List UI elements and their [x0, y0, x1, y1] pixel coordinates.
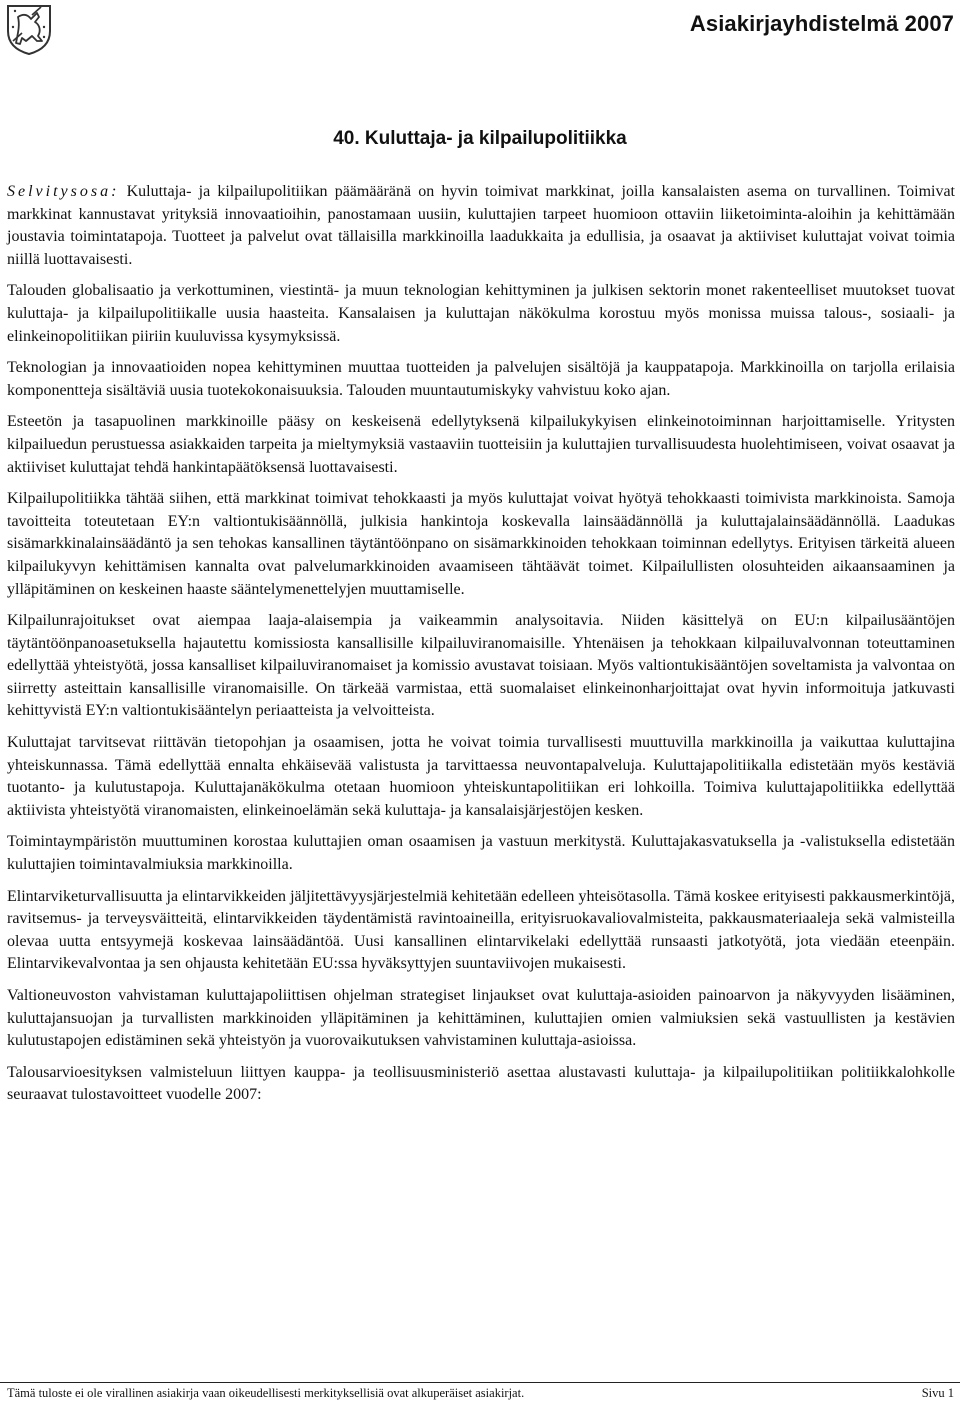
- document-title: Asiakirjayhdistelmä 2007: [689, 11, 954, 36]
- section-heading: 40. Kuluttaja- ja kilpailupolitiikka: [333, 128, 627, 149]
- section-label: Selvitysosa:: [7, 183, 120, 200]
- paragraph: Esteetön ja tasapuolinen markkinoille pääsy on keskeisenä edellytyksenä kilpailukykyisen elinkeinotoiminnan harjoittamiselle. Yritysten kilpailuedun perustuessa asiakkaiden tarpeita ja mieltymyksiä vastaaviin tuotteisiin ja kuluttajien turvallisuudesta huolehtimiseen, voivat osaavat ja aktiiviset kuluttajat tehdä hankintapäätöksensä luottavaisesti.: [7, 413, 955, 476]
- paragraph: Kilpailupolitiikka tähtää siihen, että markkinat toimivat tehokkaasti ja myös kuluttajat voivat hyötyä tehokkaasti toimivista markkinoista. Samoja tavoitteita toteutetaan EY:n valtiontukisäännöllä, julkisia hankintoja koskevalla lainsäädännöllä ja kuluttajalainsäädännöllä. Laadukas sisämarkkinalainsäädäntö ja sen tehokas kansallinen täytäntöönpano on sisämarkkinoiden tehokkaan toiminnan edellytys. Erityisen tärkeitä alueen kilpailukyvyn kehittämisen kannalta ovat palvelumarkkinoiden avaamiseen tähtäävät toimet. Kilpailullisten olosuhteiden aikaansaaminen ja ylläpitäminen on keskeinen haaste sääntelymenettelyjen muuttamiselle.: [7, 490, 955, 598]
- paragraph: Kilpailunrajoitukset ovat aiempaa laaja-alaisempia ja vaikeammin analysoitavia. Niiden käsittelyä on EU:n kilpailusääntöjen täytäntöönpanoasetuksella hajautettu komissiosta kansallisille kilpailuviranomaisille. Yhtenäisen ja tehokkaan kilpailuvalvonnan toteuttaminen edellyttää yhteistyötä, jossa kansalliset kilpailuviranomaiset ja komissio avustavat toisiaan. Myös valtiontukisääntöjen soveltamista ja valvontaa on siirretty asteittain kansallisille viranomaisille. On tärkeää varmistaa, että suomalaiset elinkeinonharjoittajat ovat hyvin informoituja jatkuvasti kehittyvistä EY:n valtiontukisääntelyn periaatteista ja velvoitteista.: [7, 612, 955, 720]
- paragraph: [7, 181, 955, 271]
- document-body: [7, 181, 955, 1116]
- paragraph: Teknologian ja innovaatioiden nopea kehittyminen muuttaa tuotteiden ja palvelujen sisältöjä ja kauppatapoja. Markkinoilla on tarjolla erilaisia komponentteja sisältäviä uusia tuotekokonaisuuksia. Talouden muuntautumiskyky vahvistuu koko ajan.: [7, 359, 955, 399]
- footer-disclaimer: Tämä tuloste ei ole virallinen asiakirja vaan oikeudellisesti merkityksellisiä ovat alkuperäiset asiakirjat.: [7, 1386, 525, 1400]
- finnish-coat-of-arms-logo: [4, 3, 54, 55]
- paragraph: Toimintaympäristön muuttuminen korostaa kuluttajien oman osaamisen ja vastuun merkitystä. Kuluttajakasvatuksella ja -valistuksella edistetään kuluttajien toimintavalmiuksia markkinoilla.: [7, 833, 955, 874]
- paragraph: Talouden globalisaatio ja verkottuminen, viestintä- ja muun teknologian kehittyminen ja julkisen sektorin monet rakenteelliset muutokset tuovat kuluttaja- ja kilpailupolitiikalle uusia haasteita. Kansalaisen ja kuluttajan näkökulma korostuu myös monissa muissa talous-, sosiaali- ja elinkeinopolitiikan piiriin kuuluvissa kysymyksissä.: [7, 282, 955, 345]
- paragraph: Talousarvioesityksen valmisteluun liittyen kauppa- ja teollisuusministeriö asettaa alustavasti kuluttaja- ja kilpailupolitiikan politiikkalohkolle seuraavat tulostavoitteet vuodelle 2007:: [7, 1063, 955, 1104]
- footer-divider: [0, 1382, 960, 1383]
- paragraph-text: Kuluttaja- ja kilpailupolitiikan päämääränä on hyvin toimivat markkinat, joilla kansalaisten asema on turvallinen. Toimivat markkinat kannustavat yrityksiä innovaatioihin, panostamaan uusiin, kuluttajien tarpeet huomioon ottaviin liiketoiminta-aloihin ja kehittämään joustavia toimintatapoja. Tuotteet ja palvelut ovat tällaisilla markkinoilla laadukkaita ja edullisia, ja osaavat ja aktiiviset kuluttajat voivat toimia niillä luottavaisesti.: [7, 183, 955, 268]
- page-number: Sivu 1: [921, 1386, 954, 1400]
- paragraph: Kuluttajat tarvitsevat riittävän tietopohjan ja osaamisen, jotta he voivat toimia turvallisesti muuttuvilla markkinoilla ja vaikuttaa kuluttajina yhteiskunnassa. Tämä edellyttää ennalta ehkäisevää valistusta ja tarvittaessa neuvontapalveluja. Kuluttajapolitiikalla edistetään myös kestäviä tuotanto- ja kulutustapoja. Kuluttajanäkökulma otetaan huomioon yhteiskuntapolitiikan eri lohkoilla. Toimiva kuluttajapolitiikka edellyttää aktiivista yhteistyötä viranomaisten, elinkeinoelämän sekä kuluttaja- ja kansalaisjärjestöjen kesken.: [7, 734, 955, 819]
- paragraph: Valtioneuvoston vahvistaman kuluttajapoliittisen ohjelman strategiset linjaukset ovat kuluttaja-asioiden painoarvon ja näkyvyyden lisääminen, kuluttajansuojan ja turvallisten markkinoiden ylläpitäminen ja kehittäminen, kuluttajien omien valmiuksien sekä vastuullisten ja kestävien kulutustapojen edistäminen sekä yhteistyön ja vuorovaikutuksen vahvistaminen kuluttaja-asioissa.: [7, 987, 955, 1050]
- paragraph: Elintarviketurvallisuutta ja elintarvikkeiden jäljitettävyysjärjestelmiä kehitetään edelleen yhteisötasolla. Tämä koskee erityisesti pakkausmerkintöjä, ravitsemus- ja terveysväitteitä, elintarvikkeiden täydentämistä ravintoaineilla, erityisruokavaliovalmisteita, pakkausmateriaaleja sekä valmisteilla olevaa uutta entsyymejä koskevaa lainsäädäntöä. Uusi kansallinen elintarvikelaki edellyttää runsaasti jatkotyötä, jota viedään eteenpäin. Elintarvikevalvontaa ja sen ohjausta kehitetään EU:ssa hyväksyttyjen suuntaviivojen mukaisesti.: [7, 887, 955, 973]
